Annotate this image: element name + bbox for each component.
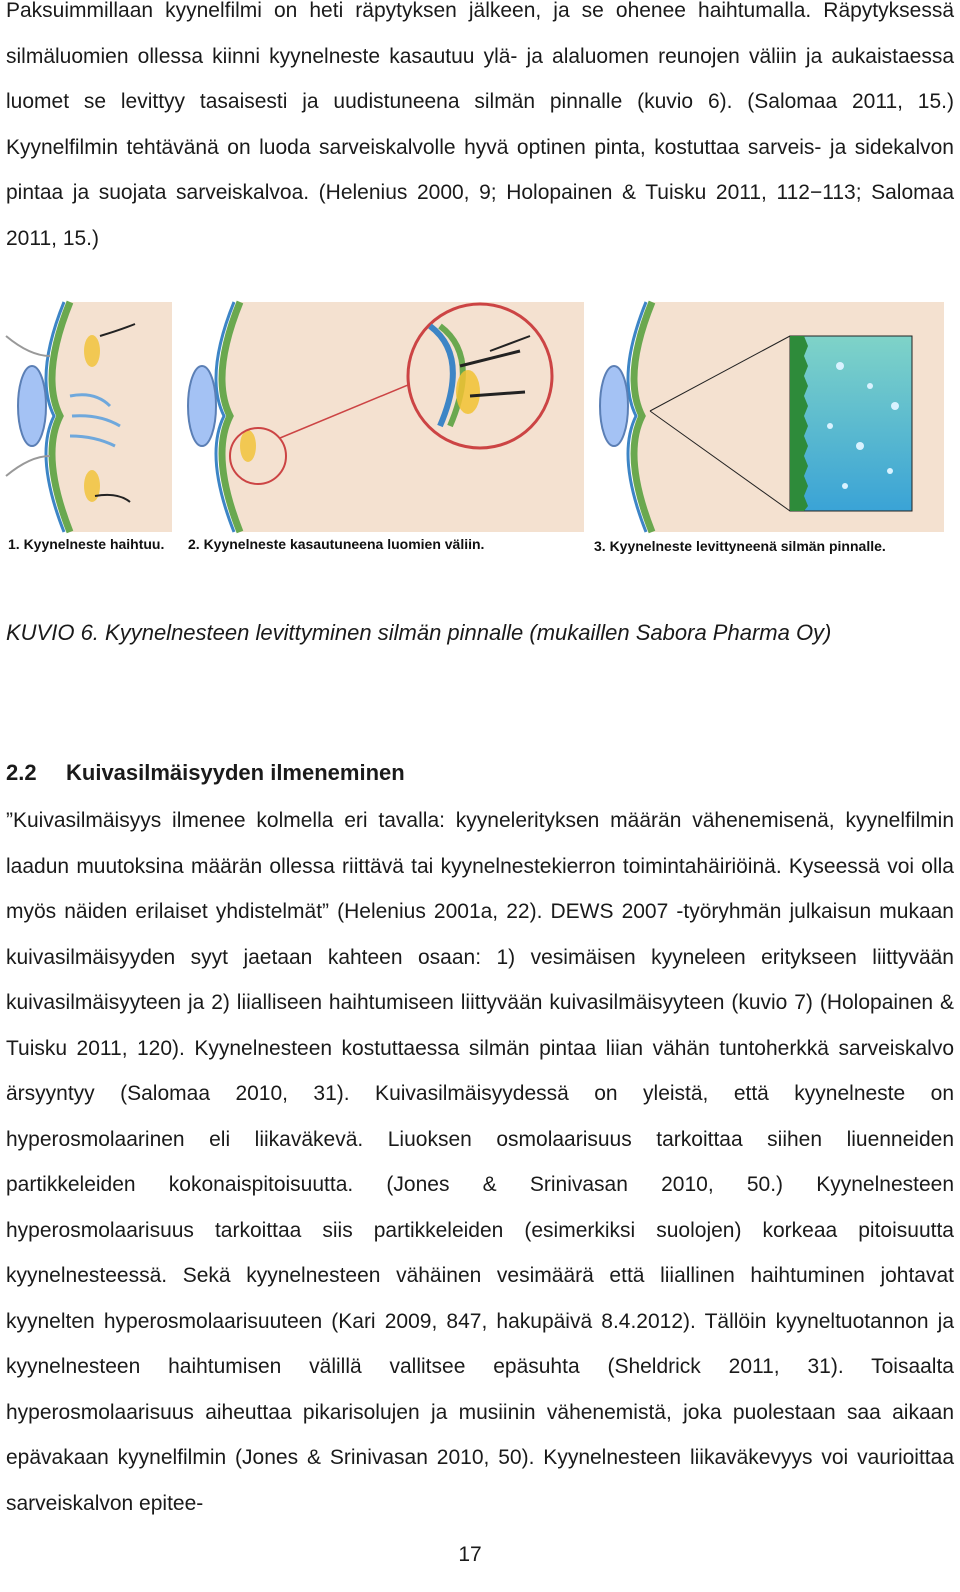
figure-label-1: 1. Kyynelneste haihtuu. <box>8 536 165 552</box>
figure-label-2: 2. Kyynelneste kasautuneena luomien väliin. <box>188 536 485 552</box>
paragraph-top: Paksuimmillaan kyynelfilmi on heti räpytyksen jälkeen, ja se ohenee haihtumalla. Räpytyksessä silmäluomien ollessa kiinni kyynelneste kasautuu ylä- ja alaluomen reunojen väliin ja aukaistaessa luomet se levittyy tasaisesti ja uudistuneena silmän pinnalle (kuvio 6). (Salomaa 2011, 15.) Kyynelfilmin tehtävänä on luoda sarveiskalvolle hyvä optinen pinta, kostuttaa sarveis- ja sidekalvon pintaa ja suojata sarveiskalvoa. (Helenius 2000, 9; Holopainen & Tuisku 2011, 112−113; Salomaa 2011, 15.) <box>6 0 954 250</box>
panel-3-eye-spread <box>588 302 944 532</box>
figure-caption: KUVIO 6. Kyynelnesteen levittyminen silmän pinnalle (mukaillen Sabora Pharma Oy) <box>6 620 832 645</box>
paragraph-main: ”Kuivasilmäisyys ilmenee kolmella eri tavalla: kyynelerityksen määrän vähenemisenä, kyynelfilmin laadun muutoksina määrän ollessa riittävä tai kyynelnestekierron toimintahäiriöinä. Kyseessä voi olla myös näiden erilaiset yhdistelmät” (Helenius 2001a, 22). DEWS 2007 -työryhmän julkaisun mukaan kuivasilmäisyyden syyt jaetaan kahteen osaan: 1) vesimäisen kyyneleen eritykseen liittyvään kuivasilmäisyyteen ja 2) liialliseen haihtumiseen liittyvään kuivasilmäisyyteen (kuvio 7) (Holopainen & Tuisku 2011, 120). Kyynelnesteen kostuttaessa silmän pintaa liian vähän tuntoherkkä sarveiskalvo ärsyyntyy (Salomaa 2010, 31). Kuivasilmäisyydessä on yleistä, että kyynelneste on hyperosmolaarinen eli liikaväkevä. Liuoksen osmolaarisuus tarkoittaa siihen liuenneiden partikkeleiden kokonaispitoisuutta. (Jones & Srinivasan 2010, 50.) Kyynelnesteen hyperosmolaarisuus tarkoittaa siis partikkeleiden (esimerkiksi suolojen) korkeaa pitoisuutta kyynelnesteessä. Sekä kyynelnesteen vähäinen vesimäärä että liiallinen haihtuminen johtavat kyynelten hyperosmolaarisuuteen (Kari 2009, 847, hakupäivä 8.4.2012). Tällöin kyyneltuotannon ja kyynelnesteen haihtumisen välillä vallitsee epäsuhta (Sheldrick 2011, 31). Toisaalta hyperosmolaarisuus aiheuttaa pikarisolujen ja musiinin vähenemistä, joka puolestaan saa aikaan epävakaan kyynelfilmin (Jones & Srinivasan 2010, 50). Kyynelnesteen liikaväkevyys voi vaurioittaa sarveiskalvon epitee- <box>6 809 954 1515</box>
panel-1-eye-evaporation <box>6 302 172 532</box>
figure-tear-film <box>0 296 960 566</box>
section-heading <box>6 760 405 786</box>
section-title: Kuivasilmäisyyden ilmeneminen <box>66 760 405 785</box>
page-number: 17 <box>458 1543 482 1566</box>
figure-label-3: 3. Kyynelneste levittyneenä silmän pinnalle. <box>594 538 886 554</box>
panel-2-eye-closed <box>176 302 584 532</box>
tear-film-illustration <box>0 296 960 566</box>
section-number: 2.2 <box>6 760 37 785</box>
